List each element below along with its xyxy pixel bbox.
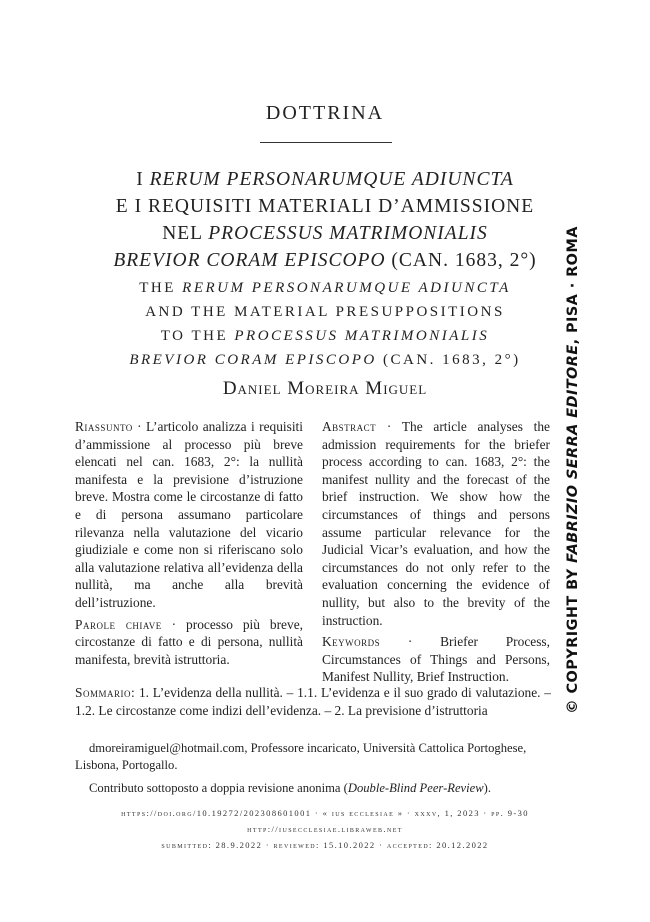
abstract-column-english [322,418,550,690]
author-name: Daniel Moreira Miguel [222,378,428,399]
copyright-notice: © COPYRIGHT BY FABRIZIO SERRA EDITORE, PISA · ROMA [565,226,581,714]
title-italian: I RERUM PERSONARUMQUE ADIUNCTA E I REQUISITI MATERIALI D’AMMISSIONE NEL PROCESSUS MATRIMONIALIS BREVIOR CORAM EPISCOPO (CAN. 1683, 2°) [113,169,537,271]
abstract-column-italian [75,418,303,672]
title-english: THE RERUM PERSONARUMQUE ADIUNCTA AND THE MATERIAL PRESUPPOSITIONS TO THE PROCESSUS MATRIMONIALIS BREVIOR CORAM EPISCOPO (CAN. 1683, 2°) [129,280,521,368]
keywords-italian: Parole chiave · processo più breve, circostanze di fatto e di persona, nullità manifesta, brevità istruttoria. [75,616,303,667]
author-affiliation: dmoreiramiguel@hotmail.com, Professore incaricato, Università Cattolica Portoghese, Lisbona, Portogallo. [75,741,527,772]
doi-line: https://doi.org/10.19272/202308601001 · « ius ecclesiae » · xxxv, 1, 2023 · pp. 9-30 [121,808,529,818]
journal-url: http://iusecclesiae.libraweb.net [247,824,403,834]
review-dates: submitted: 28.9.2022 · reviewed: 15.10.2022 · accepted: 20.12.2022 [161,840,489,850]
footnote [75,740,551,803]
abstract-italian: Riassunto · L’articolo analizza i requisiti d’ammissione al processo più breve elencati nel can. 1683, 2°: la nullità manifesta e la previsione d’istruzione breve. Mostra come le circostanze di fatto e di persona assumano particolare rilevanza nella valutazione del vicario giudiziale e come non si riferiscano solo alla valutazione relativa all’evidenza della nullità, ma anche alla brevità dell’istruzione. [75,419,303,610]
peer-review-note: Contributo sottoposto a doppia revisione anonima (Double-Blind Peer-Review). [89,781,491,795]
section-heading: DOTTRINA [265,102,385,124]
summary: Sommario: 1. L’evidenza della nullità. – 1.1. L’evidenza e il suo grado di valutazione. – 1.2. Le circostanze come indizi dell’evidenza. – 2. La previsione d’istruttoria [75,685,551,718]
keywords-english: Keywords · Briefer Process, Circumstances of Things and Persons, Manifest Nullity, Brief Instruction. [322,634,550,685]
abstract-english: Abstract · The article analyses the admission requirements for the briefer process according to can. 1683, 2°: the manifest nullity and the forecast of the brief instruction. We show how the circumstances of things and persons assume particular relevance for the Judicial Vicar’s evaluation, and how the circumstances do not only refer to the evaluation concerning the evidence of nullity, but also to the brevity of the instruction. [322,419,550,628]
section-rule [260,142,392,143]
